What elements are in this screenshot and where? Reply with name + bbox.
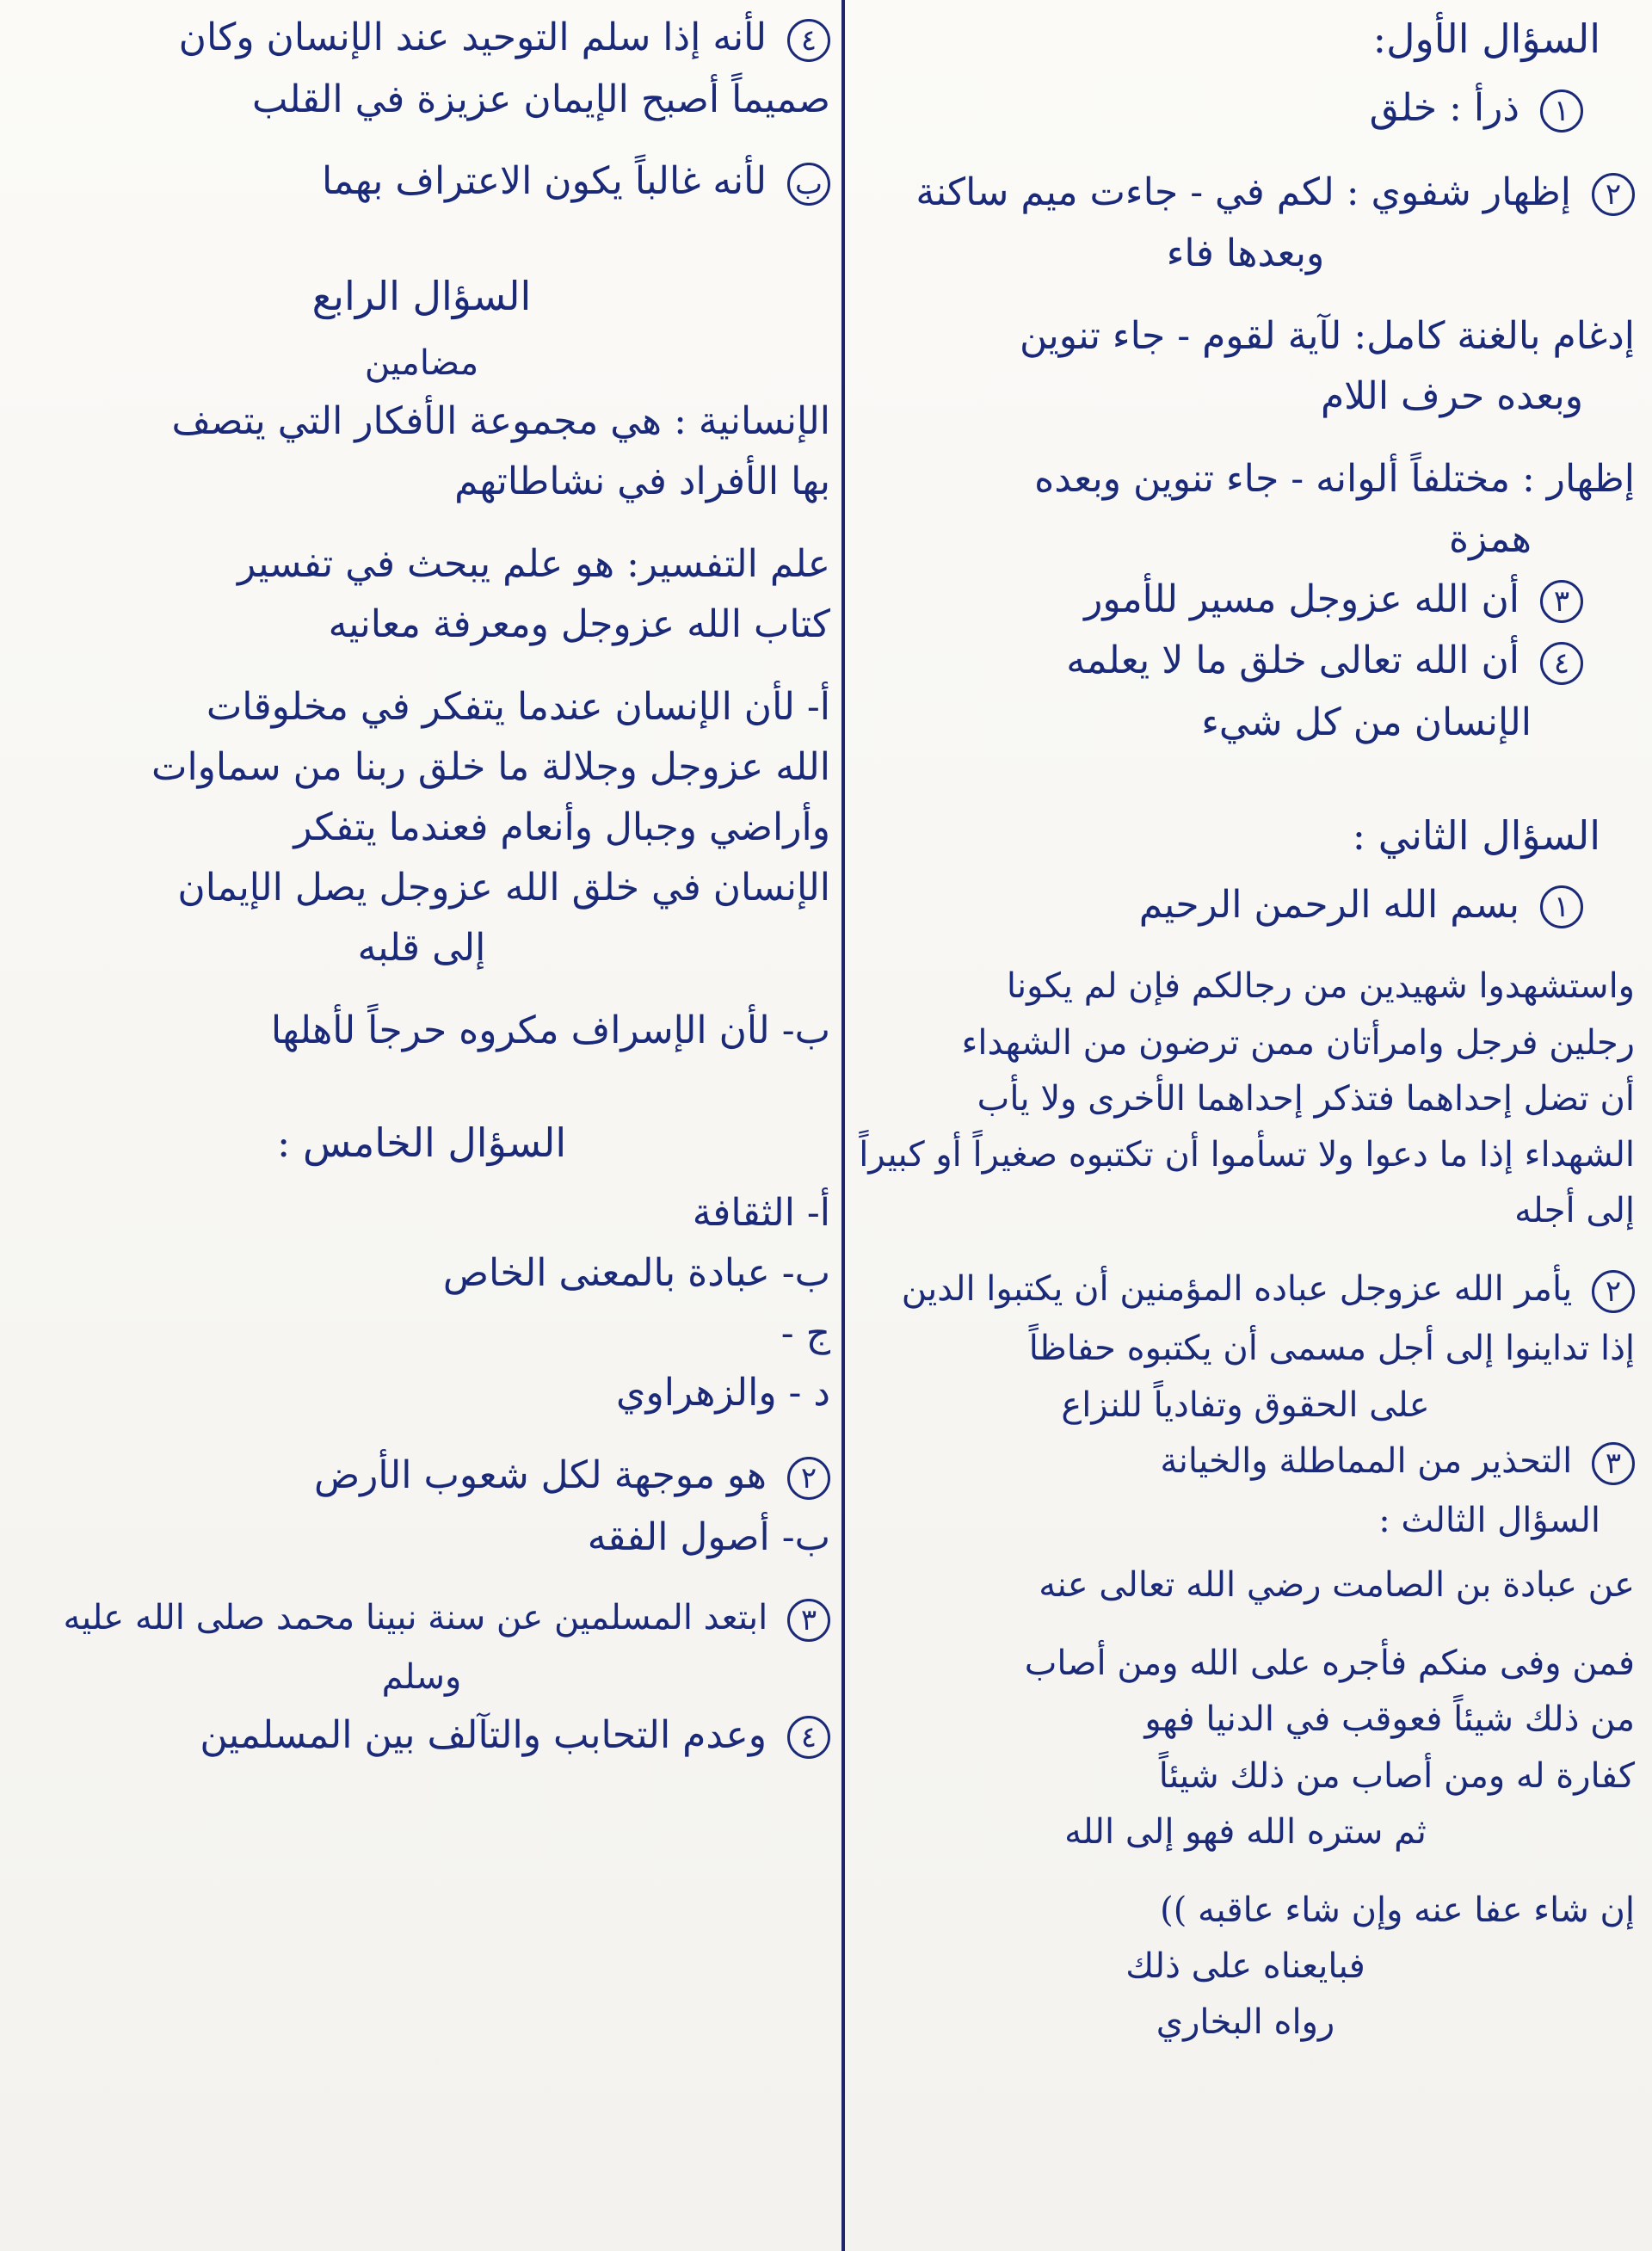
question-2-title: السؤال الثاني : — [1352, 811, 1600, 859]
answer-2-2-line-2: إذا تداينوا إلى أجل مسمى أن يكتبوه حفاظاً — [1028, 1329, 1635, 1369]
answer-4-a-line-1: أ- لأن الإنسان عندما يتفكر في مخلوقات — [206, 684, 830, 729]
verse-line-1: واستشهدوا شهيدين من رجالكم فإن لم يكونا — [1006, 966, 1635, 1007]
item-number: ١ — [1540, 885, 1583, 928]
hadith-line-6: إن شاء عفا عنه وإن شاء عاقبه )) — [1160, 1890, 1635, 1930]
answer-1-4-line-2: الإنسان من كل شيء — [1201, 700, 1532, 744]
answer-1-3 — [856, 577, 1635, 624]
answer-5-2-line-1 — [13, 1453, 830, 1500]
answer-4-2-line-1: علم التفسير: هو علم يبحث في تفسير — [237, 542, 830, 587]
item-number: ٤ — [1540, 642, 1583, 685]
hadith-line-1: عن عبادة بن الصامت رضي الله تعالى عنه — [1039, 1564, 1635, 1605]
item-number: ٤ — [787, 1716, 830, 1759]
answer-5-3-line-2: وسلم — [381, 1656, 462, 1697]
answer-4-a-line-4: الإنسان في خلق الله عزوجل يصل الإيمان — [177, 865, 830, 910]
answer-1-2-line-5: إظهار : مختلفاً ألوانه - جاء تنوين وبعده — [1034, 456, 1635, 501]
answer-5-b: ب- عبادة بالمعنى الخاص — [442, 1250, 830, 1295]
answer-3-4-line-2: صميماً أصبح الإيمان عزيزة في القلب — [251, 77, 830, 121]
question-5-title: السؤال الخامس : — [276, 1119, 567, 1167]
column-divider — [841, 0, 845, 2251]
answer-text: أن الله تعالى خلق ما لا يعلمه — [1066, 638, 1519, 683]
answer-3-4-line-1 — [13, 15, 830, 62]
answer-text: بسم الله الرحمن الرحيم — [1138, 882, 1519, 927]
answer-4-a-line-3: وأراضي وجبال وأنعام فعندما يتفكر — [293, 805, 830, 849]
answer-text: التحذير من المماطلة والخيانة — [1160, 1440, 1573, 1481]
answer-3-b — [13, 159, 830, 206]
hadith-line-7: فبايعناه على ذلك — [1125, 1946, 1365, 1987]
item-number: ٢ — [1592, 173, 1635, 216]
answer-text: إظهار شفوي : لكم في - جاءت ميم ساكنة — [915, 170, 1571, 214]
answer-2-3 — [856, 1441, 1635, 1485]
verse-line-3: أن تضل إحداهما فتذكر إحداهما الأخرى ولا يأب — [977, 1078, 1635, 1119]
verse-line-2: رجلين فرجل وامرأتان ممن ترضون من الشهداء — [961, 1022, 1635, 1063]
answer-5-d: د - والزهراوي — [616, 1371, 830, 1415]
answer-4-a-line-2: الله عزوجل وجلالة ما خلق ربنا من سماوات — [151, 744, 830, 789]
item-number: ٤ — [787, 19, 830, 62]
answer-5-2-line-2: ب- أصول الفقه — [587, 1514, 830, 1559]
answer-5-c: ج - — [780, 1311, 830, 1355]
item-letter: ب — [787, 163, 830, 206]
answer-1-2-line-3: إدغام بالغنة كامل: لآية لقوم - جاء تنوين — [1019, 314, 1635, 359]
hadith-line-3: من ذلك شيئاً فعوقب في الدنيا فهو — [1144, 1699, 1635, 1740]
answer-text: وعدم التحابب والتآلف بين المسلمين — [200, 1712, 767, 1757]
answer-4-b: ب- لأن الإسراف مكروه حرجاً لأهلها — [270, 1008, 830, 1052]
answer-2-2-line-1 — [856, 1269, 1635, 1313]
question-4-title: السؤال الرابع — [311, 272, 532, 319]
left-column — [13, 15, 830, 1774]
item-number: ٣ — [1540, 580, 1583, 623]
answer-text: يأمر الله عزوجل عباده المؤمنين أن يكتبوا الدين — [901, 1269, 1573, 1310]
answer-5-a: أ- الثقافة — [692, 1190, 830, 1235]
item-number: ١ — [1540, 89, 1583, 133]
question-1-title: السؤال الأول: — [1372, 15, 1600, 62]
answer-text: هو موجهة لكل شعوب الأرض — [313, 1453, 767, 1498]
answer-1-2-line-2: وبعدها فاء — [1166, 231, 1325, 276]
hadith-line-5: ثم ستره الله فهو إلى الله — [1064, 1811, 1427, 1852]
item-number: ٣ — [1592, 1442, 1635, 1485]
answer-5-4 — [13, 1713, 830, 1760]
answer-1-4-line-1 — [856, 638, 1635, 685]
answer-2-1-basmala — [856, 883, 1635, 929]
answer-1-2-line-4: وبعده حرف اللام — [1320, 374, 1583, 419]
answer-1-1 — [856, 86, 1635, 133]
answer-1-2-line-1 — [856, 170, 1635, 217]
question-3-title: السؤال الثالث : — [1378, 1500, 1600, 1540]
answer-1-2-line-6: همزة — [1449, 516, 1532, 561]
item-number: ٣ — [787, 1599, 830, 1642]
answer-text: أن الله عزوجل مسير للأمور — [1084, 577, 1519, 621]
answer-text: لأنه إذا سلم التوحيد عند الإنسان وكان — [178, 15, 767, 59]
answer-4-2-line-2: كتاب الله عزوجل ومعرفة معانيه — [328, 602, 830, 647]
answer-2-2-line-3: على الحقوق وتفادياً للنزاع — [1061, 1385, 1430, 1425]
item-number: ٢ — [1592, 1270, 1635, 1313]
verse-line-5: إلى أجله — [1514, 1191, 1635, 1231]
answer-text: ذرأ : خلق — [1369, 86, 1519, 131]
hadith-narrator: رواه البخاري — [1156, 2002, 1335, 2043]
item-number: ٢ — [787, 1457, 830, 1500]
hadith-line-4: كفارة له ومن أصاب من ذلك شيئاً — [1158, 1755, 1635, 1796]
hadith-line-2: فمن وفى منكم فأجره على الله ومن أصاب — [1024, 1644, 1635, 1684]
question-4-note: مضامين — [364, 343, 479, 384]
right-column — [856, 15, 1635, 2058]
answer-text: لأنه غالباً يكون الاعتراف بهما — [321, 159, 767, 204]
answer-4-1-line-1: الإنسانية : هي مجموعة الأفكار التي يتصف — [171, 399, 830, 444]
answer-5-3-line-1 — [13, 1598, 830, 1642]
answer-4-1-line-2: بها الأفراد في نشاطاتهم — [454, 459, 830, 504]
verse-line-4: الشهداء إذا ما دعوا ولا تسأموا أن تكتبوه صغيراً أو كبيراً — [859, 1135, 1635, 1175]
answer-4-a-line-5: إلى قلبه — [357, 925, 486, 970]
answer-text: ابتعد المسلمين عن سنة نبينا محمد صلى الله عليه — [63, 1597, 768, 1637]
